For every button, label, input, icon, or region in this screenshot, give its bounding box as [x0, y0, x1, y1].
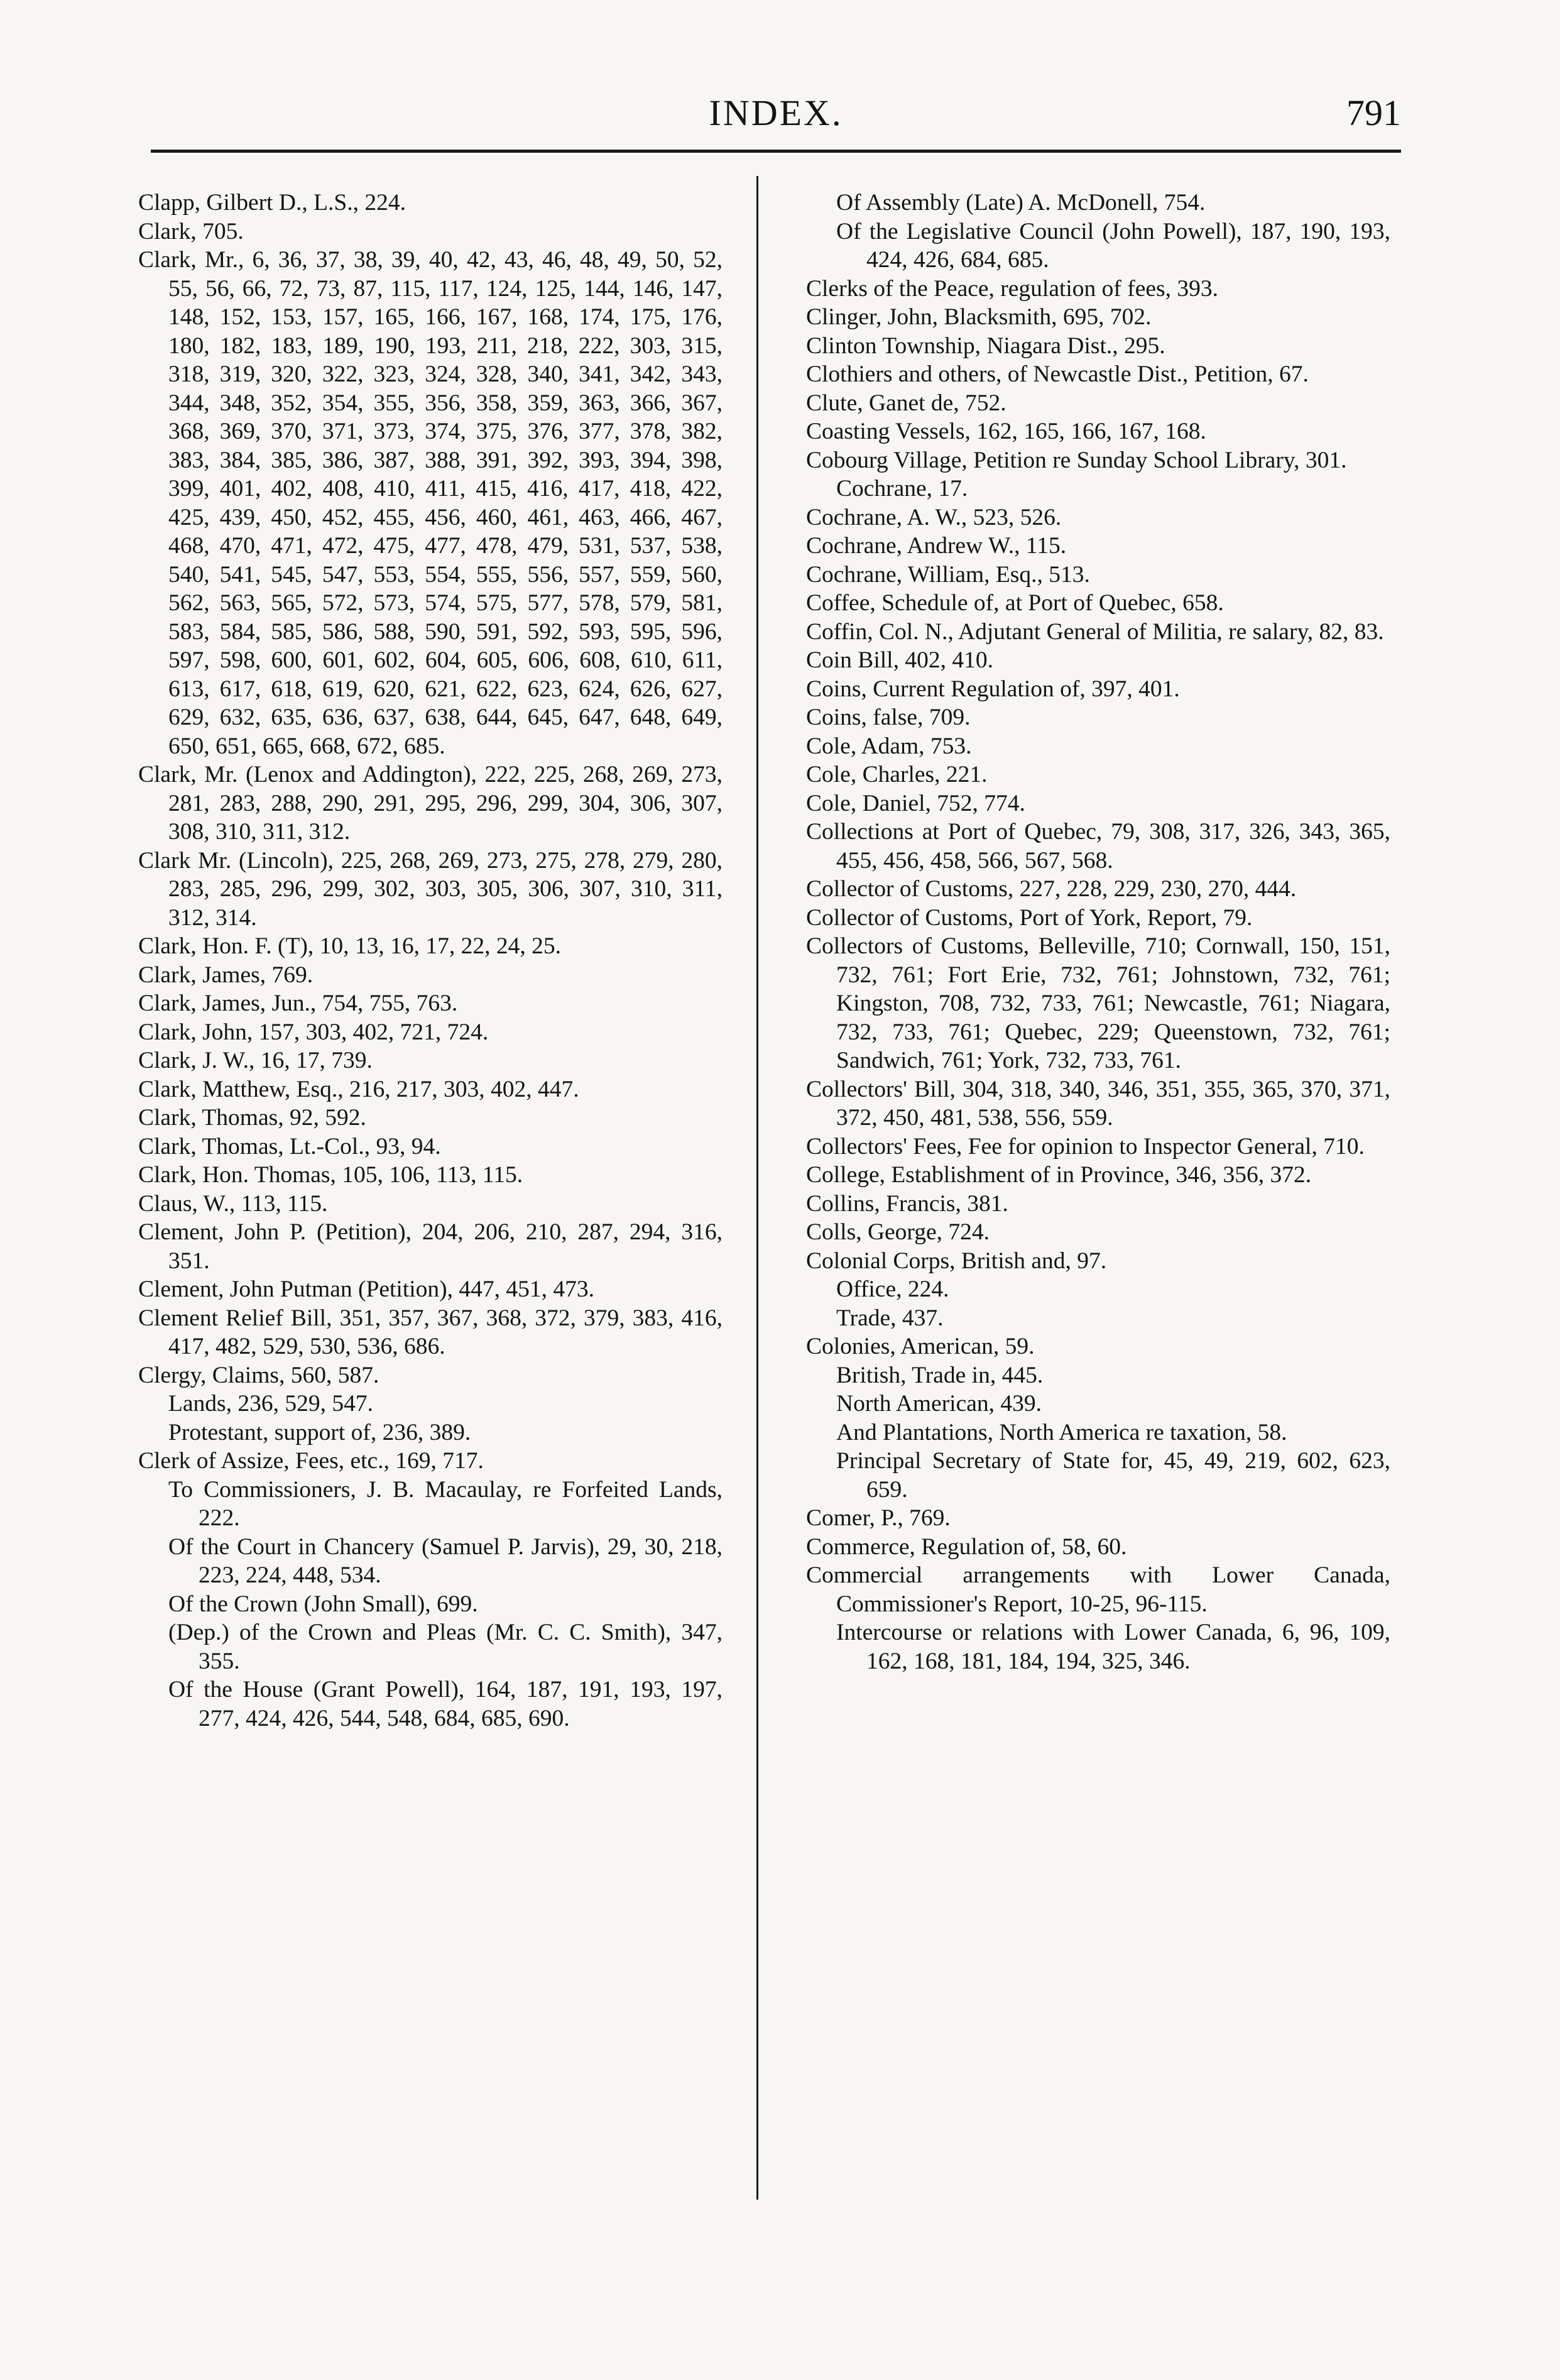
- page-number: 791: [1346, 92, 1401, 133]
- index-entry: College, Establishment of in Province, 346, 356, 372.: [806, 1162, 1312, 1188]
- left-column: [138, 189, 723, 1733]
- index-entry: Comer, P., 769.: [806, 1505, 951, 1531]
- index-entry: Collections at Port of Quebec, 79, 308, 317, 326, 343, 365, 455, 456, 458, 566, 567, 568.: [806, 819, 1390, 874]
- index-entry: Clement, John P. (Petition), 204, 206, 210, 287, 294, 316, 351.: [138, 1219, 723, 1274]
- index-entry: Clerks of the Peace, regulation of fees, 393.: [806, 275, 1219, 302]
- index-entry: Cole, Charles, 221.: [806, 762, 988, 787]
- index-entry: Clark, Mr., 6, 36, 37, 38, 39, 40, 42, 43, 46, 48, 49, 50, 52, 55, 56, 66, 72, 73, 87, 115, 117, 124, 125, 144, 146, 147, 148, 152, 153, 157, 165, 166, 167, 168, 174, 175, 176, 180, 182, 183, 189, 190, 193, 211, 218, 222, 303, 315, 318, 319, 320, 322, 323, 324, 328, 340, 341, 342, 343, 344, 348, 352, 354, 355, 356, 358, 359, 363, 366, 367, 368, 369, 370, 371, 373, 374, 375, 376, 377, 378, 382, 383, 384, 385, 386, 387, 388, 391, 392, 393, 394, 398, 399, 401, 402, 408, 410, 411, 415, 416, 417, 418, 422, 425, 439, 450, 452, 455, 456, 460, 461, 463, 466, 467, 468, 470, 471, 472, 475, 477, 478, 479, 531, 537, 538, 540, 541, 545, 547, 553, 554, 555, 556, 557, 559, 560, 562, 563, 565, 572, 573, 574, 575, 577, 578, 579, 581, 583, 584, 585, 586, 588, 590, 591, 592, 593, 595, 596, 597, 598, 600, 601, 602, 604, 605, 606, 608, 610, 611, 613, 617, 618, 619, 620, 621, 622, 623, 624, 626, 627, 629, 632, 635, 636, 637, 638, 644, 645, 647, 648, 649, 650, 651, 665, 668, 672, 685.: [138, 247, 723, 759]
- index-entry: Collector of Customs, Port of York, Report, 79.: [806, 904, 1253, 931]
- index-subentry: Intercourse or relations with Lower Canada, 6, 96, 109, 162, 168, 181, 184, 194, 325, 346.: [836, 1620, 1390, 1674]
- page-header: [151, 88, 1401, 145]
- index-entry: Cole, Adam, 753.: [806, 733, 972, 759]
- index-subentry: (Dep.) of the Crown and Pleas (Mr. C. C. Smith), 347, 355.: [168, 1620, 723, 1674]
- index-entry: Coffin, Col. N., Adjutant General of Militia, re salary, 82, 83.: [806, 618, 1384, 645]
- index-entry: Clark, Thomas, Lt.-Col., 93, 94.: [138, 1133, 441, 1160]
- page-title: INDEX.: [709, 92, 843, 133]
- index-subentry: Trade, 437.: [836, 1305, 944, 1331]
- index-entry: Coins, false, 709.: [806, 705, 971, 730]
- index-subentry: North American, 439.: [836, 1391, 1042, 1417]
- index-entry: Commerce, Regulation of, 58, 60.: [806, 1533, 1127, 1560]
- index-entry: Colonies, American, 59.: [806, 1334, 1035, 1359]
- index-entry: Collector of Customs, 227, 228, 229, 230, 270, 444.: [806, 876, 1297, 902]
- index-entry: Clark, James, 769.: [138, 962, 314, 988]
- index-entry: Clinton Township, Niagara Dist., 295.: [806, 332, 1165, 359]
- index-entry: Cochrane, William, Esq., 513.: [806, 561, 1090, 588]
- index-subentry: Of the Legislative Council (John Powell), 187, 190, 193, 424, 426, 684, 685.: [836, 218, 1390, 273]
- index-entry: Commercial arrangements with Lower Canada, Commissioner's Report, 10-25, 96-115.: [806, 1562, 1390, 1617]
- index-subentry: British, Trade in, 445.: [836, 1362, 1044, 1388]
- index-entry: Collectors of Customs, Belleville, 710; Cornwall, 150, 151, 732, 761; Fort Erie, 732, 761; Johnstown, 732, 761; Kingston, 708, 732, 733, 761; Newcastle, 761; Niagara, 732, 733, 761; Quebec, 229; Queenstown, 732, 761; Sandwich, 761; York, 732, 733, 761.: [806, 933, 1390, 1073]
- index-entry: Clute, Ganet de, 752.: [806, 390, 1006, 416]
- index-subentry: Principal Secretary of State for, 45, 49, 219, 602, 623, 659.: [836, 1448, 1390, 1503]
- index-entry: Coin Bill, 402, 410.: [806, 647, 993, 673]
- index-entry: Clark Mr. (Lincoln), 225, 268, 269, 273, 275, 278, 279, 280, 283, 285, 296, 299, 302, 303, 305, 306, 307, 310, 311, 312, 314.: [138, 847, 723, 931]
- index-entry: Cochrane, Andrew W., 115.: [806, 533, 1067, 559]
- index-entry: Coins, Current Regulation of, 397, 401.: [806, 676, 1180, 702]
- index-entry: Clergy, Claims, 560, 587.: [138, 1362, 379, 1388]
- index-entry: Collectors' Fees, Fee for opinion to Inspector General, 710.: [806, 1133, 1365, 1160]
- index-entry: Clark, Matthew, Esq., 216, 217, 303, 402, 447.: [138, 1076, 579, 1102]
- column-divider: [756, 176, 758, 2200]
- index-entry: Clark, Hon. F. (T), 10, 13, 16, 17, 22, 24, 25.: [138, 933, 562, 959]
- index-entry: Clark, Mr. (Lenox and Addington), 222, 225, 268, 269, 273, 281, 283, 288, 290, 291, 295, 296, 299, 304, 306, 307, 308, 310, 311, 312.: [138, 762, 723, 845]
- index-entry: Collins, Francis, 381.: [806, 1190, 1008, 1217]
- index-entry: Cobourg Village, Petition re Sunday School Library, 301.: [806, 447, 1347, 473]
- index-entry: Clark, Hon. Thomas, 105, 106, 113, 115.: [138, 1162, 523, 1188]
- index-subentry: To Commissioners, J. B. Macaulay, re Forfeited Lands, 222.: [168, 1476, 723, 1531]
- index-subentry: Of the Crown (John Small), 699.: [168, 1591, 478, 1617]
- right-column: [806, 189, 1390, 1675]
- index-entry: Clothiers and others, of Newcastle Dist., Petition, 67.: [806, 361, 1309, 387]
- header-rule: [151, 150, 1401, 153]
- index-subentry: Cochrane, 17.: [836, 476, 968, 502]
- index-entry: Clark, Thomas, 92, 592.: [138, 1105, 366, 1131]
- index-entry: Coffee, Schedule of, at Port of Quebec, 658.: [806, 590, 1224, 616]
- index-entry: Cole, Daniel, 752, 774.: [806, 790, 1025, 816]
- index-entry: Clerk of Assize, Fees, etc., 169, 717.: [138, 1448, 484, 1474]
- index-subentry: Of Assembly (Late) A. McDonell, 754.: [836, 190, 1206, 216]
- index-entry: Clinger, John, Blacksmith, 695, 702.: [806, 304, 1152, 330]
- index-entry: Colls, George, 724.: [806, 1219, 990, 1245]
- index-entry: Clapp, Gilbert D., L.S., 224.: [138, 190, 406, 216]
- index-entry: Clark, 705.: [138, 218, 244, 244]
- index-entry: Collectors' Bill, 304, 318, 340, 346, 351, 355, 365, 370, 371, 372, 450, 481, 538, 556, 559.: [806, 1076, 1390, 1131]
- index-entry: Clark, J. W., 16, 17, 739.: [138, 1048, 373, 1073]
- index-subentry: Of the Court in Chancery (Samuel P. Jarvis), 29, 30, 218, 223, 224, 448, 534.: [168, 1533, 723, 1588]
- index-entry: Clark, John, 157, 303, 402, 721, 724.: [138, 1019, 489, 1045]
- index-entry: Clement, John Putman (Petition), 447, 451, 473.: [138, 1276, 595, 1302]
- index-entry: Colonial Corps, British and, 97.: [806, 1248, 1107, 1274]
- index-entry: Clement Relief Bill, 351, 357, 367, 368, 372, 379, 383, 416, 417, 482, 529, 530, 536, 686.: [138, 1305, 723, 1359]
- index-entry: Clark, James, Jun., 754, 755, 763.: [138, 990, 458, 1016]
- index-subentry: Lands, 236, 529, 547.: [168, 1391, 374, 1417]
- index-entry: Claus, W., 113, 115.: [138, 1190, 328, 1217]
- index-subentry: Of the House (Grant Powell), 164, 187, 191, 193, 197, 277, 424, 426, 544, 548, 684, 685, 690.: [168, 1677, 723, 1731]
- index-subentry: And Plantations, North America re taxation, 58.: [836, 1419, 1287, 1445]
- index-entry: Cochrane, A. W., 523, 526.: [806, 504, 1062, 530]
- index-subentry: Office, 224.: [836, 1276, 949, 1302]
- index-entry: Coasting Vessels, 162, 165, 166, 167, 168.: [806, 419, 1206, 444]
- index-subentry: Protestant, support of, 236, 389.: [168, 1419, 471, 1445]
